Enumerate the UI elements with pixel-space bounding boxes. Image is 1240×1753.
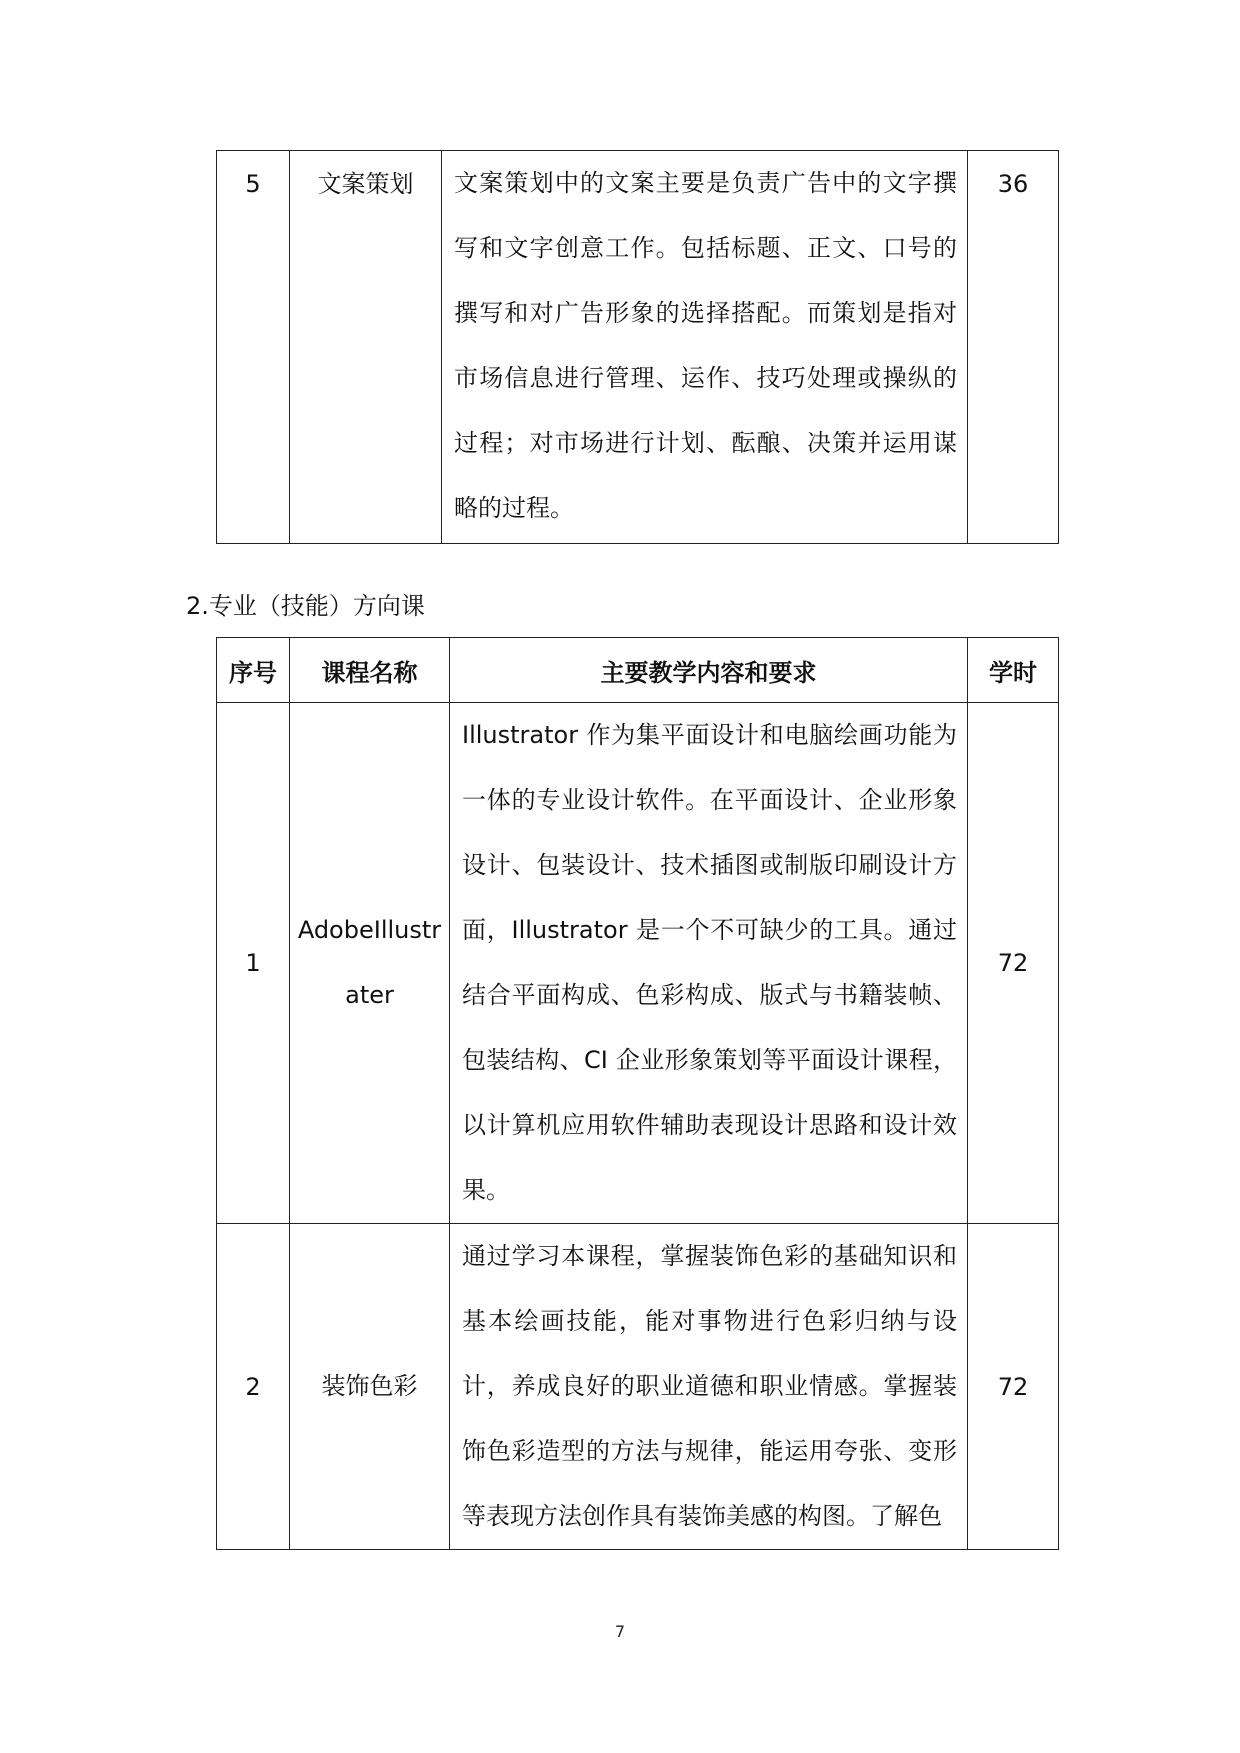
course-hours: 72 [968,703,1059,1224]
course-table-continued [216,150,1059,544]
course-description: 文案策划中的文案主要是负责广告中的文字撰写和文字创意工作。包括标题、正文、口号的撰写和对广告形象的选择搭配。而策划是指对市场信息进行管理、运作、技巧处理或操纵的过程；对市场进行计划、酝酿、决策并运用谋略的过程。 [442,151,968,544]
course-description: 通过学习本课程，掌握装饰色彩的基础知识和基本绘画技能，能对事物进行色彩归纳与设计，养成良好的职业道德和职业情感。掌握装饰色彩造型的方法与规律，能运用夸张、变形等表现方法创作具有装饰美感的构图。了解色 [450,1224,968,1550]
course-description: Illustrator 作为集平面设计和电脑绘画功能为一体的专业设计软件。在平面设计、企业形象设计、包装设计、技术插图或制版印刷设计方面，Illustrator 是一个不可缺少的工具。通过结合平面构成、色彩构成、版式与书籍装帧、包装结构、CI 企业形象策划等平面设计课程，以计算机应用软件辅助表现设计思路和设计效果。 [450,703,968,1224]
table-row [217,151,1059,544]
table-header-row [217,638,1059,703]
course-table [216,637,1059,1550]
row-number: 1 [217,703,290,1224]
row-number: 2 [217,1224,290,1550]
section-heading: 2.专业（技能）方向课 [186,592,425,620]
header-description: 主要教学内容和要求 [450,638,968,703]
course-hours: 36 [968,151,1059,544]
table-row [217,703,1059,1224]
row-number: 5 [217,151,290,544]
course-name: 装饰色彩 [290,1224,450,1550]
course-hours: 72 [968,1224,1059,1550]
course-name: AdobeIllustrater [290,703,450,1224]
header-hours: 学时 [968,638,1059,703]
header-number: 序号 [217,638,290,703]
table-row [217,1224,1059,1550]
page-number: 7 [614,1622,626,1641]
header-course-name: 课程名称 [290,638,450,703]
course-name: 文案策划 [290,151,442,544]
